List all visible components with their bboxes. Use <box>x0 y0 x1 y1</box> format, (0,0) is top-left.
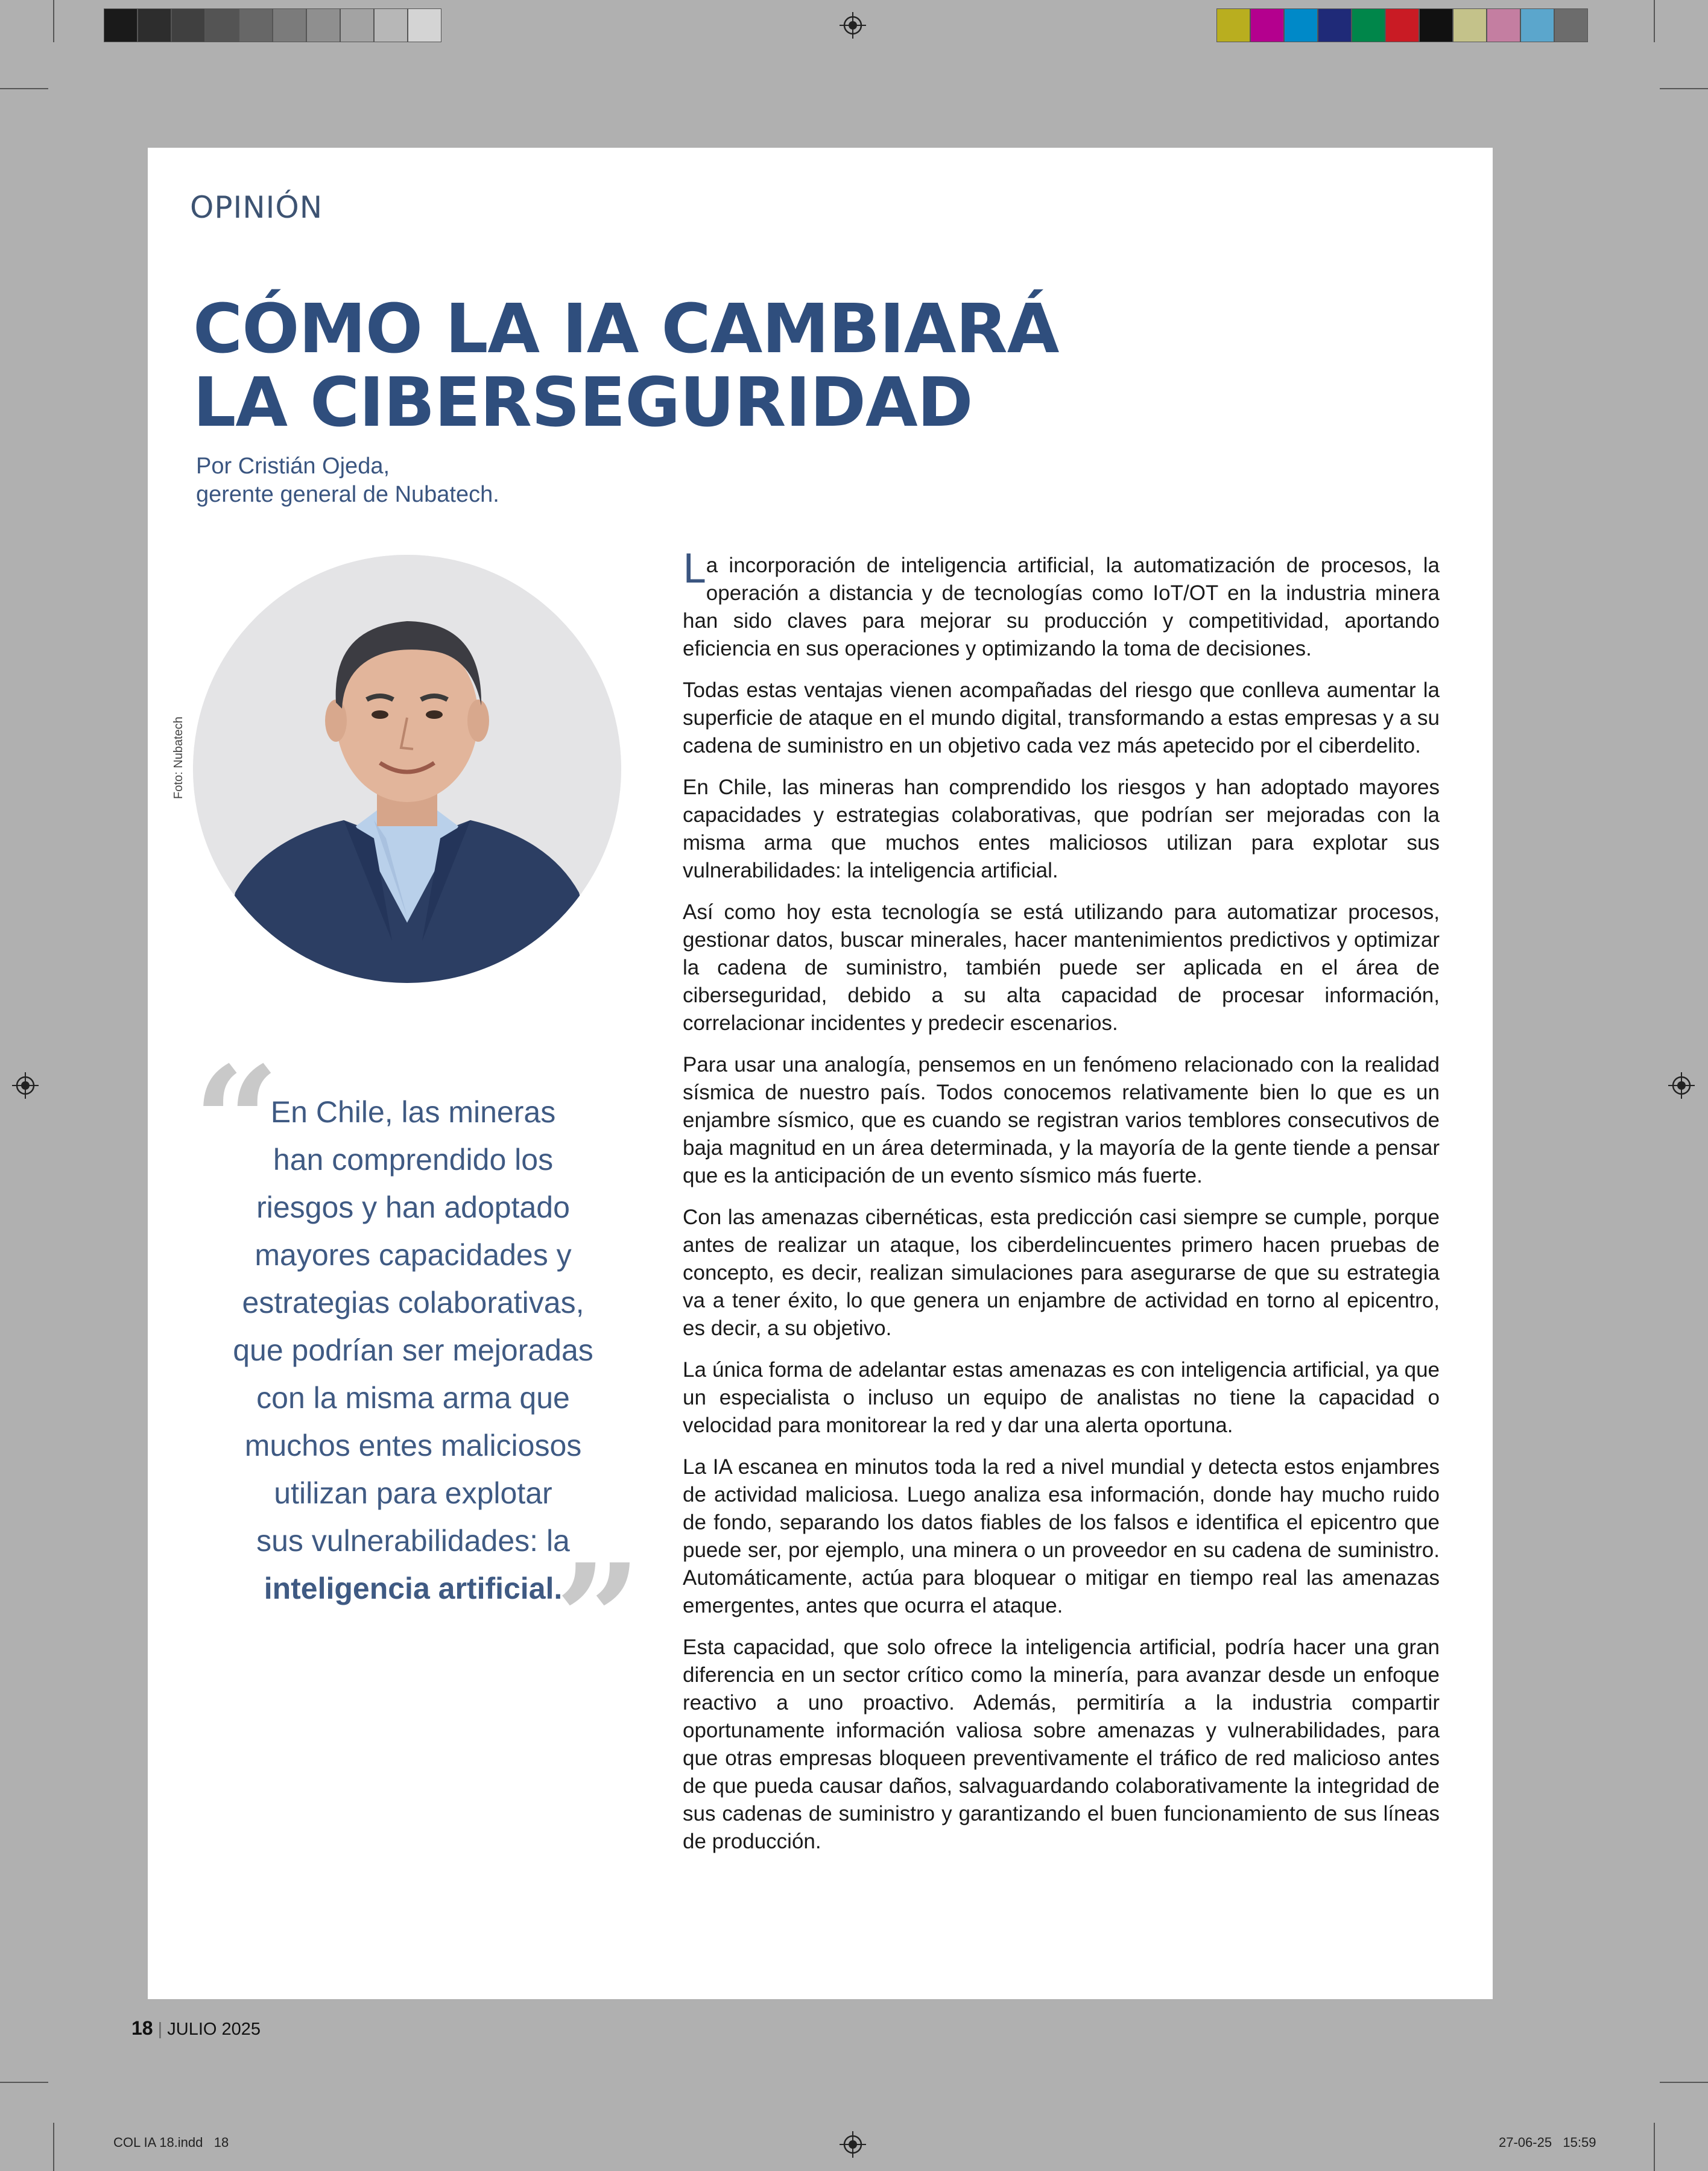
crop-mark <box>1660 2082 1708 2083</box>
crop-mark <box>1660 88 1708 89</box>
crop-mark <box>1654 0 1655 42</box>
body-paragraph: La IA escanea en minutos toda la red a nivel mundial y detecta estos enjambres de actividad maliciosa. Luego analiza esa información, donde hay mucho ruido de fondo, separando los datos fiables de los falsos e identifica el epicentro que puede ser, por ejemplo, una minera o un proveedor en su cadena de suministro. Automáticamente, actúa para bloquear o mitigar en tiempo real las amenazas emergentes, antes que ocurra el ataque. <box>683 1455 1440 1617</box>
pull-quote-line: muchos entes maliciosos <box>244 1429 582 1462</box>
issue-date: JULIO 2025 <box>167 2020 261 2039</box>
color-swatch <box>1284 8 1318 42</box>
headline-line: CÓMO LA IA CAMBIARÁ <box>193 290 1059 368</box>
gray-swatch <box>374 8 408 42</box>
slug-filename: COL IA 18.indd 18 <box>113 2135 229 2150</box>
color-swatch <box>1453 8 1487 42</box>
color-swatch <box>1216 8 1250 42</box>
body-paragraph: Para usar una analogía, pensemos en un fenómeno relacionado con la realidad sísmica de nuestro país. Todos conocemos relativamente bien lo que es un enjambre sísmico, que es cuando se registran varios temblores consecutivos de baja magnitud en un área determinada, y la mayoría de la gente tiende a pensar que es la anticipación de un evento sísmico más fuerte. <box>683 1053 1440 1187</box>
color-swatch <box>1419 8 1453 42</box>
pull-quote-line: mayores capacidades y <box>255 1238 572 1272</box>
photo-credit: Foto: Nubatech <box>172 716 185 799</box>
color-swatch <box>1352 8 1385 42</box>
portrait-photo-icon <box>193 555 621 983</box>
registration-mark-icon <box>840 2131 866 2158</box>
pull-quote-line: que podrían ser mejoradas <box>233 1333 593 1367</box>
pull-quote-line: con la misma arma que <box>256 1381 570 1415</box>
color-swatch <box>1554 8 1588 42</box>
color-swatch <box>1385 8 1419 42</box>
crop-mark <box>1654 2123 1655 2171</box>
article-page <box>148 148 1493 1999</box>
body-paragraph: La incorporación de inteligencia artificial, la automatización de procesos, la operación a distancia y de tecnologías como IoT/OT en la industria minera han sido claves para mejorar su producción y competitividad, aportando eficiencia en sus operaciones y optimizando la toma de decisiones. <box>683 546 1440 660</box>
article-body <box>683 546 1440 1869</box>
body-paragraph: Todas estas ventajas vienen acompañadas del riesgo que conlleva aumentar la superficie de ataque en el mundo digital, transformando a estas empresas y a su cadena de suministro en un objetivo cada vez más apetecido por el ciberdelito. <box>683 678 1440 757</box>
byline <box>196 452 499 509</box>
byline-author: Por Cristián Ojeda, <box>196 453 390 479</box>
article-headline <box>193 292 1218 440</box>
pull-quote-line: utilizan para explotar <box>274 1476 552 1510</box>
gray-swatch <box>408 8 441 42</box>
body-paragraph: Con las amenazas cibernéticas, esta predicción casi siempre se cumple, porque antes de realizar un ataque, los ciberdelincuentes primero hacen pruebas de concepto, es decir, realizan simulaciones para asegurarse de que su estrategia va a tener éxito, lo que genera un enjambre de actividad en torno al epicentro, es decir, a su objetivo. <box>683 1206 1440 1340</box>
page-number: 18 <box>131 2017 153 2039</box>
close-quote-icon: ” <box>555 1531 642 1708</box>
author-portrait-photo <box>193 555 621 983</box>
gray-swatch <box>273 8 306 42</box>
pull-quote-line: sus vulnerabilidades: la <box>256 1524 570 1558</box>
grayscale-color-bar <box>104 8 441 43</box>
crop-mark <box>53 0 54 42</box>
pull-quote-line: riesgos y han adoptado <box>256 1190 570 1224</box>
pull-quote-line: estrategias colaborativas, <box>242 1286 584 1319</box>
pull-quote-line: En Chile, las mineras <box>270 1095 556 1129</box>
pull-quote-line: han comprendido los <box>273 1143 554 1177</box>
crop-mark <box>0 88 48 89</box>
pull-quote <box>193 1033 642 1708</box>
pull-quote-emphasis: inteligencia artificial. <box>264 1572 563 1605</box>
section-label: OPINIÓN <box>190 190 323 225</box>
crop-mark <box>0 2082 48 2083</box>
gray-swatch <box>306 8 340 42</box>
body-paragraph: En Chile, las mineras han comprendido los riesgos y han adoptado mayores capacidades y estrategias colaborativas, que podrían ser mejoradas con la misma arma que muchos entes maliciosos utilizan para explotar sus vulnerabilidades: la inteligencia artificial. <box>683 776 1440 882</box>
gray-swatch <box>205 8 239 42</box>
crop-mark <box>53 2123 54 2171</box>
gray-swatch <box>340 8 374 42</box>
registration-mark-icon <box>12 1072 39 1099</box>
registration-mark-icon <box>1668 1072 1695 1099</box>
headline-line: LA CIBERSEGURIDAD <box>193 364 973 442</box>
body-paragraph: Esta capacidad, que solo ofrece la inteligencia artificial, podría hacer una gran diferencia en un sector crítico como la minería, para avanzar desde un enfoque reactivo a uno proactivo. Además, permitiría a la industria compartir oportunamente información valiosa sobre amenazas y vulnerabilidades, para que otras empresas bloqueen preventivamente el tráfico de red malicioso antes de que pueda causar daños, salvaguardando colaborativamente la integridad de sus cadenas de suministro y garantizando el buen funcionamiento de sus líneas de producción. <box>683 1635 1440 1853</box>
gray-swatch <box>104 8 138 42</box>
gray-swatch <box>239 8 273 42</box>
registration-mark-icon <box>840 12 866 39</box>
page-folio <box>131 2017 261 2040</box>
color-swatch <box>1250 8 1284 42</box>
color-swatch <box>1318 8 1352 42</box>
body-paragraph: Así como hoy esta tecnología se está utilizando para automatizar procesos, gestionar datos, buscar minerales, hacer mantenimientos predictivos y optimizar la cadena de suministro, también puede ser aplicada en el área de ciberseguridad, debido a su alta capacidad de procesar información, correlacionar incidentes y predecir escenarios. <box>683 900 1440 1035</box>
color-swatch <box>1520 8 1554 42</box>
cmyk-color-bar <box>1216 8 1588 43</box>
slug-timestamp: 27-06-25 15:59 <box>1499 2135 1596 2150</box>
drop-cap: L <box>683 546 705 592</box>
body-paragraph: La única forma de adelantar estas amenazas es con inteligencia artificial, ya que un especialista o incluso un equipo de analistas no tiene la capacidad o velocidad para monitorear la red y dar una alerta oportuna. <box>683 1358 1440 1437</box>
color-swatch <box>1487 8 1520 42</box>
gray-swatch <box>171 8 205 42</box>
open-quote-icon: “ <box>193 1033 280 1210</box>
gray-swatch <box>138 8 171 42</box>
byline-role: gerente general de Nubatech. <box>196 482 499 507</box>
folio-separator: | <box>157 2020 163 2039</box>
